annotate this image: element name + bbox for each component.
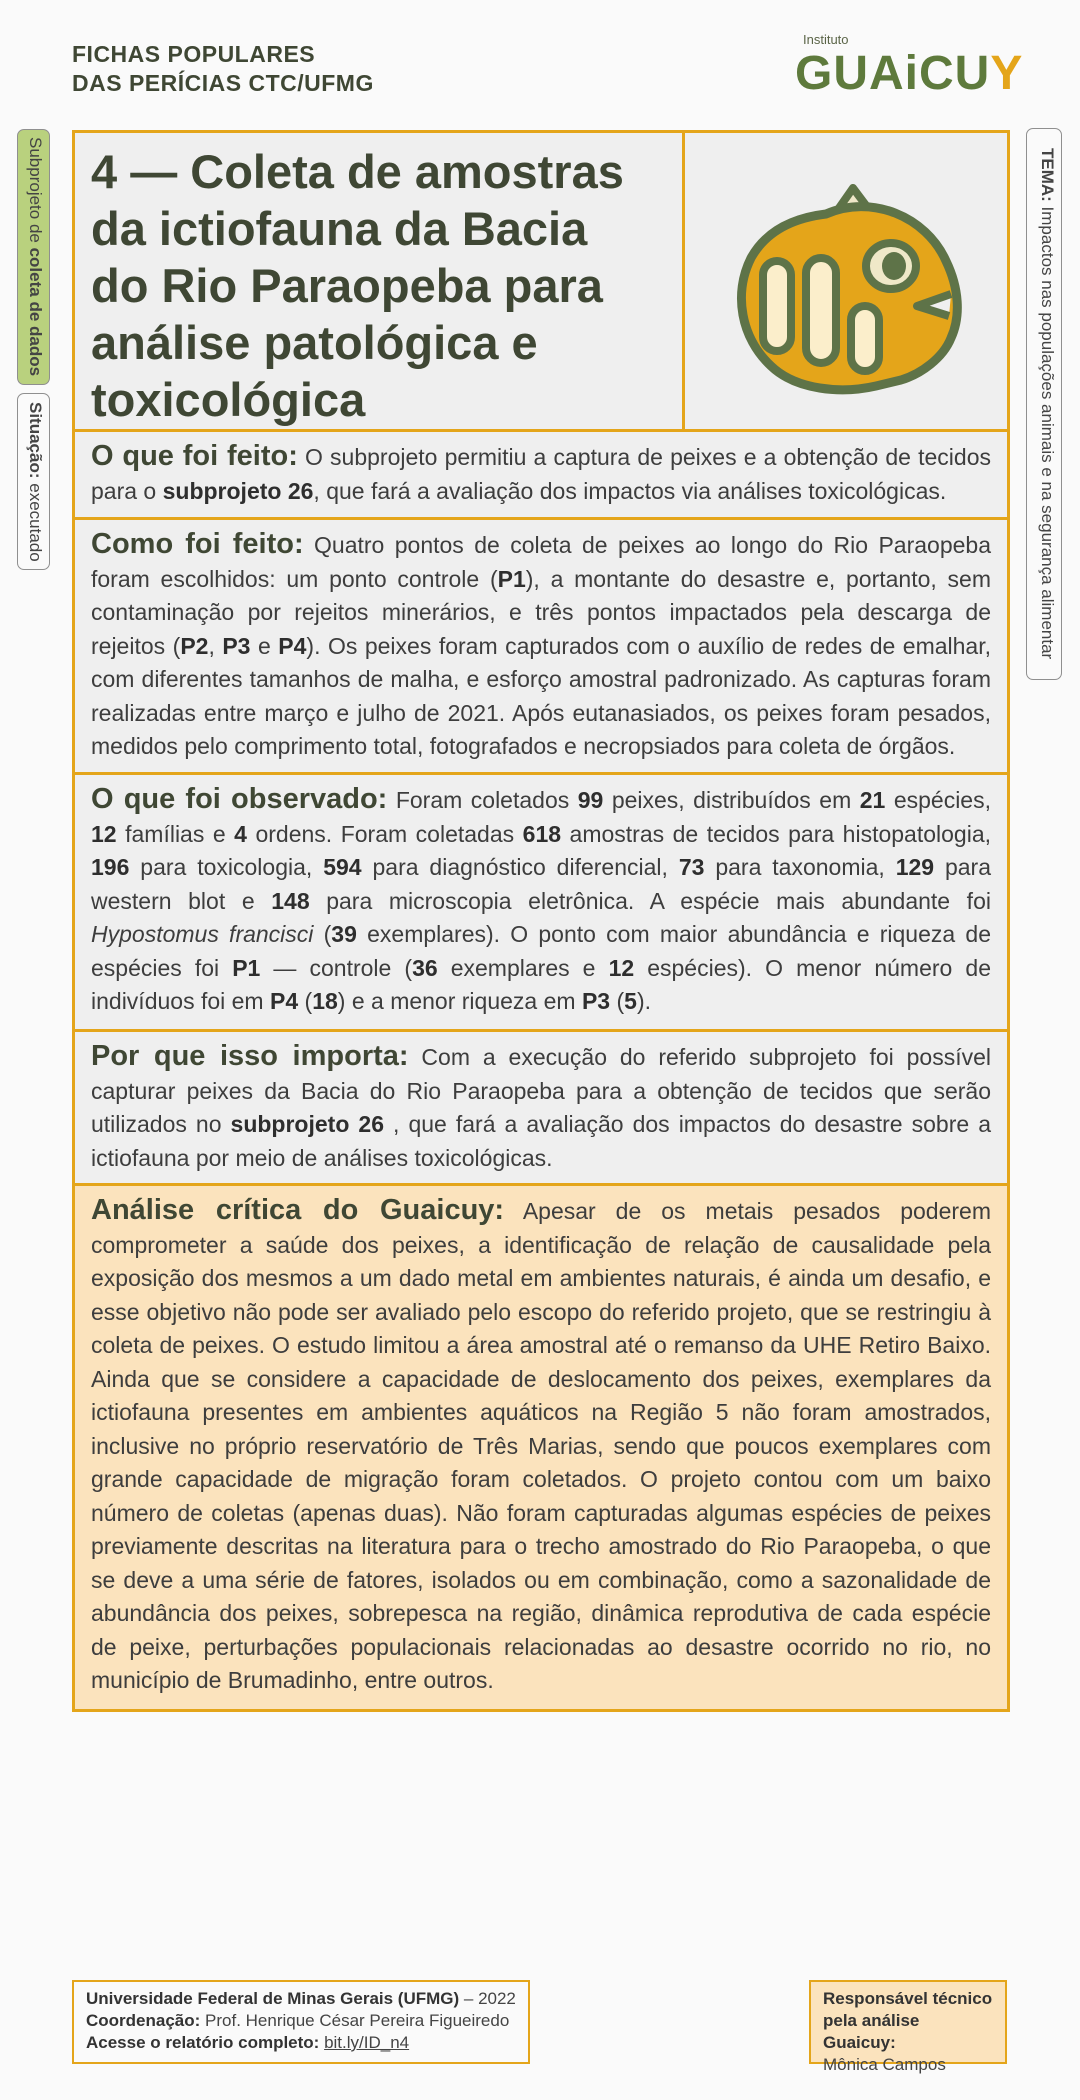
subprojeto-ref: subprojeto 26 xyxy=(162,477,314,504)
section-text: peixes, distribuídos em xyxy=(603,787,860,813)
section-por-que-importa xyxy=(72,1029,1010,1186)
stat-value: 12 xyxy=(608,954,635,981)
section-como-foi-feito xyxy=(72,517,1010,775)
section-text: exemplares e xyxy=(437,954,609,981)
coord-name: Prof. Henrique César Pereira Figueiredo xyxy=(200,2011,510,2030)
section-o-que-foi-observado xyxy=(72,772,1010,1032)
title-line: da ictiofauna da Bacia xyxy=(91,202,588,255)
point-label: P1 xyxy=(232,954,261,981)
section-heading: O que foi feito: xyxy=(91,440,298,472)
resp-label-1-text: Responsável técnico xyxy=(823,1989,993,2008)
resp-label-2-text: pela análise Guaicuy: xyxy=(823,2011,920,2052)
situacao-tag xyxy=(17,393,50,570)
section-heading: Análise crítica do Guaicuy: xyxy=(91,1194,505,1226)
section-text: amostras de tecidos para histopatologia, xyxy=(561,820,992,847)
tema-tag xyxy=(1026,128,1062,680)
resp-label-2 xyxy=(823,2010,993,2054)
section-text: Apesar de os metais pesados poderem comprometer a saúde dos peixes, a identificação de relação de causalidade pela exposição dos mesmos a um dado metal em ambientes naturais, é ainda um desafio, e esse objetivo não pode ser avaliado pelo escopo do referido projeto, que se restringiu à coleta de peixes. O estudo limitou a área amostral até o remanso da UHE Retiro Baixo. Ainda que se considere a capacidade de deslocamento dos peixes, exemplares da ictiofauna presentes em ambientes aquáticos na Região 5 não foram amostrados, inclusive no próprio reservatório de Três Marias, sendo que poucos exemplares com grande capacidade de migração foram coletados. O projeto contou com um baixo número de coletas (apenas duas). Não foram capturadas algumas espécies de peixes previamente descritas na literatura para o trecho amostrado do Rio Paraopeba, o que se deve a uma série de fatores, isolados ou em combinação, como a sazonalidade de abundância dos peixes, sobrepesca na região, dinâmica reprodutiva de cada espécie de peixe, perturbações populacionais relacionadas ao desastre ocorrido no rio, no município de Brumadinho, entre outros. xyxy=(91,1198,991,1693)
stat-value: 196 xyxy=(91,854,130,880)
section-text: — controle ( xyxy=(260,954,413,981)
point-label: P4 xyxy=(269,988,299,1014)
stat-value: 594 xyxy=(323,854,362,880)
point-label: P1 xyxy=(497,565,526,592)
resp-label-1 xyxy=(823,1988,993,2010)
footer-university-row xyxy=(86,1988,516,2010)
stat-value: 129 xyxy=(895,854,935,880)
stat-value: 18 xyxy=(312,988,338,1014)
stat-value: 21 xyxy=(859,787,886,813)
report-label: Acesse o relatório completo: xyxy=(86,2033,320,2052)
subprojeto-tag-type: coleta de dados xyxy=(26,248,45,377)
fish-illustration xyxy=(685,133,1007,429)
section-text: ( xyxy=(610,988,625,1014)
section-text: , que fará a avaliação dos impactos via análises toxicológicas. xyxy=(313,477,947,504)
footer-responsavel xyxy=(809,1980,1007,2074)
stat-value: 4 xyxy=(234,820,247,847)
section-text: ( xyxy=(298,988,313,1014)
section-text: exemplares). O ponto com maior abundância e riqueza de espécies foi xyxy=(91,921,991,981)
stat-value: 99 xyxy=(577,787,604,813)
section-text: Foram coletados xyxy=(387,787,578,813)
title-line: 4 — Coleta de amostras xyxy=(91,145,624,198)
section-text: para toxicologia, xyxy=(129,854,324,880)
logo-name-main: GUAiCU xyxy=(795,47,991,100)
logo-name-accent: Y xyxy=(990,47,1024,100)
subprojeto-tag-prefix: Subprojeto de xyxy=(26,137,45,249)
section-text: para taxonomia, xyxy=(704,854,896,880)
situacao-value: executado xyxy=(26,478,45,562)
year: – 2022 xyxy=(459,1989,516,2008)
section-text: para diagnóstico diferencial, xyxy=(361,854,679,880)
section-text: , xyxy=(208,632,223,659)
point-label: P2 xyxy=(180,632,209,659)
section-o-que-foi-feito xyxy=(72,429,1010,520)
section-text: , que fará a avaliação dos impactos do desastre sobre a ictiofauna por meio de análises toxicológicas. xyxy=(91,1111,991,1171)
stat-value: 73 xyxy=(678,854,705,880)
section-text: ). Os peixes foram capturados com o auxílio de redes de emalhar, com diferentes tamanhos de malha, e esforço amostral padronizado. As capturas foram realizadas entre março e julho de 2021. Após eutanasiados, os peixes foram pesados, medidos pelo comprimento total, fotografados e necropsiados para coleta de órgãos. xyxy=(91,632,991,759)
situacao-label: Situação: xyxy=(26,401,45,479)
section-text: O subprojeto permitiu a captura de peixes e a obtenção de tecidos para o xyxy=(91,444,991,504)
logo-instituto: Instituto xyxy=(803,32,849,47)
section-text: para microscopia eletrônica. A espécie mais abundante foi xyxy=(309,887,991,914)
section-text: e xyxy=(250,632,279,659)
fish-head-icon xyxy=(721,166,971,396)
footer-report-row xyxy=(86,2032,516,2054)
logo-name xyxy=(795,46,1023,101)
section-text: ). xyxy=(636,988,652,1014)
section-text: para western blot e xyxy=(91,854,992,914)
resp-name: Mônica Campos xyxy=(823,2055,946,2074)
section-text: espécies, xyxy=(885,787,991,813)
section-text: Quatro pontos de coleta de peixes ao longo do Rio Paraopeba foram escolhidos: um ponto controle ( xyxy=(91,532,991,592)
section-text: ) e a menor riqueza em xyxy=(337,988,582,1014)
stat-value: 618 xyxy=(522,820,562,847)
stat-value: 12 xyxy=(91,820,117,847)
stat-value: 39 xyxy=(331,921,357,947)
guaicuy-logo xyxy=(795,32,1025,98)
section-heading: Como foi feito: xyxy=(91,528,304,560)
title-line: toxicológica xyxy=(91,373,366,426)
title-card xyxy=(72,130,1010,432)
tema-value: Impactos nas populações animais e na segurança alimentar xyxy=(1038,202,1057,660)
university-name: Universidade Federal de Minas Gerais (UFMG) xyxy=(86,1989,460,2008)
point-label: P3 xyxy=(581,988,611,1014)
coord-label: Coordenação: xyxy=(86,2011,201,2030)
title-line: análise patológica e xyxy=(91,316,538,369)
section-heading: O que foi observado: xyxy=(91,783,388,815)
species-name: Hypostomus francisci xyxy=(91,921,314,947)
title-line: do Rio Paraopeba para xyxy=(91,259,603,312)
section-text: famílias e xyxy=(116,820,235,847)
subprojeto-ref: subprojeto 26 xyxy=(230,1111,384,1137)
footer-credits xyxy=(72,1980,530,2064)
section-heading: Por que isso importa: xyxy=(91,1040,409,1072)
section-text: Com a execução do referido subprojeto foi possível capturar peixes da Bacia do Rio Paraopeba para a obtenção de tecidos que serão utilizados no xyxy=(91,1044,991,1137)
section-text: ( xyxy=(313,921,332,947)
series-title-line2: DAS PERÍCIAS CTC/UFMG xyxy=(72,70,374,96)
series-title xyxy=(72,40,374,98)
page-title xyxy=(75,133,685,429)
subprojeto-tag xyxy=(17,129,50,385)
stat-value: 5 xyxy=(624,988,637,1014)
stat-value: 148 xyxy=(271,887,310,914)
section-analise-critica xyxy=(72,1183,1010,1712)
stat-value: 36 xyxy=(412,954,438,981)
series-title-line1: FICHAS POPULARES xyxy=(72,41,316,67)
section-text: ordens. Foram coletadas xyxy=(246,820,523,847)
report-link[interactable]: bit.ly/ID_n4 xyxy=(324,2033,410,2052)
section-text: espécies). O menor número de indivíduos foi em xyxy=(91,954,991,1014)
point-label: P3 xyxy=(222,632,251,659)
tema-label: TEMA: xyxy=(1038,148,1057,203)
point-label: P4 xyxy=(278,632,307,659)
section-text: ), a montante do desastre e, portanto, sem contaminação por rejeitos minerários, e três pontos impactados pela descarga de rejeitos ( xyxy=(91,565,991,659)
footer-coord-row xyxy=(86,2010,516,2032)
